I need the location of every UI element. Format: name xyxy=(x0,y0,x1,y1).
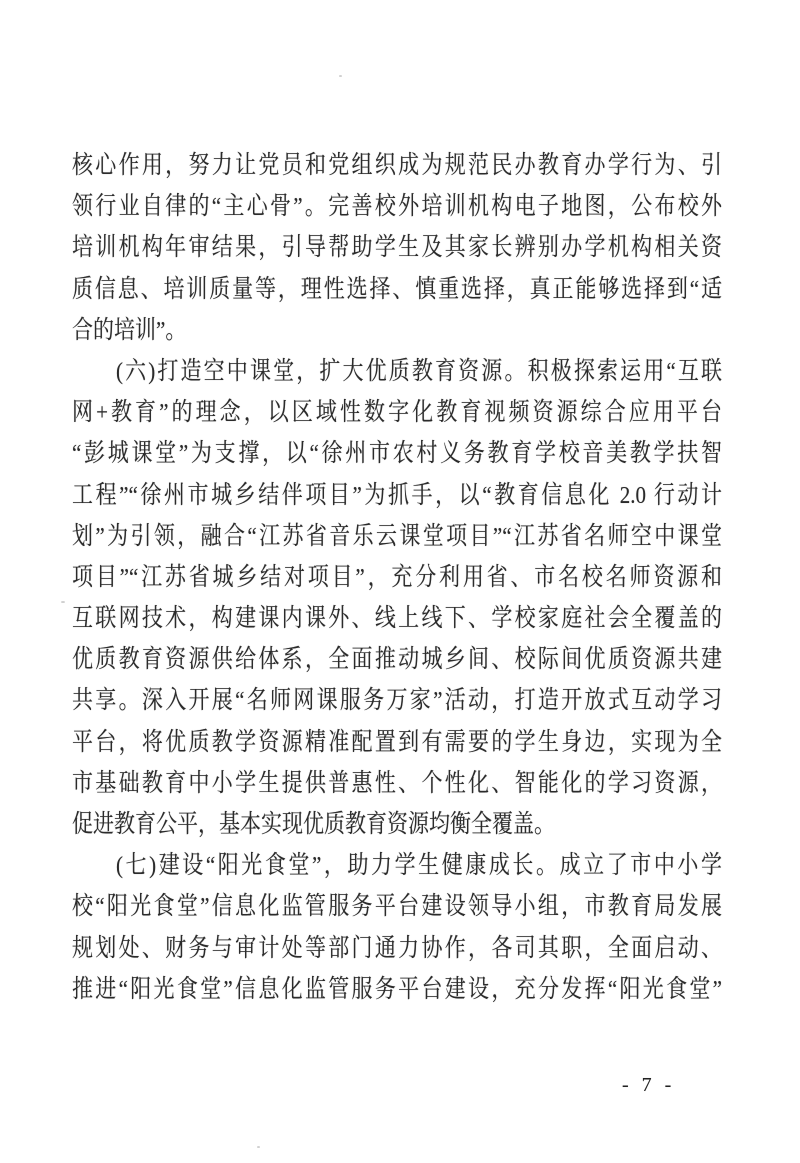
scan-speck xyxy=(339,75,342,77)
scan-speck xyxy=(257,1146,260,1148)
text-line: 共享。深入开展“名师网课服务万家”活动，打造开放式互动学习 xyxy=(72,686,722,715)
scan-speck xyxy=(61,601,65,603)
text-line: 工程”“徐州市城乡结伴项目”为抓手，以“教育信息化 2.0 行动计 xyxy=(72,480,722,509)
text-line: 优质教育资源供给体系，全面推动城乡间、校际间优质资源共建 xyxy=(72,644,722,674)
text-line: 项目”“江苏省城乡结对项目”，充分利用省、市名校名师资源和 xyxy=(72,562,722,591)
text-line: 校“阳光食堂”信息化监管服务平台建设领导小组，市教育局发展 xyxy=(72,892,722,921)
text-line-section-6: (六)打造空中课堂，扩大优质教育资源。积极探索运用“互联 xyxy=(116,356,722,385)
page-number: - 7 - xyxy=(622,1074,674,1096)
text-line: 领行业自律的“主心骨”。完善校外培训机构电子地图，公布校外 xyxy=(72,191,722,221)
text-line: 合的培训”。 xyxy=(72,315,187,344)
text-line: 划”为引领，融合“江苏省音乐云课堂项目”“江苏省名师空中课堂 xyxy=(72,521,722,550)
text-line: 规划处、财务与审计处等部门通力协作，各司其职，全面启动、 xyxy=(72,933,722,962)
text-line: “彭城课堂”为支撑，以“徐州市农村义务教育学校音美教学扶智 xyxy=(72,439,722,468)
text-line: 互联网技术，构建课内课外、线上线下、学校家庭社会全覆盖的 xyxy=(72,603,722,633)
text-line: 市基础教育中小学生提供普惠性、个性化、智能化的学习资源， xyxy=(72,768,722,797)
text-line: 核心作用，努力让党员和党组织成为规范民办教育办学行为、引 xyxy=(72,150,722,180)
text-line: 网+教育”的理念，以区域性数字化教育视频资源综合应用平台 xyxy=(72,397,722,427)
text-line: 促进教育公平，基本实现优质教育资源均衡全覆盖。 xyxy=(72,809,555,839)
text-line-section-7: (七)建设“阳光食堂”，助力学生健康成长。成立了市中小学 xyxy=(116,850,722,880)
text-line: 质信息、培训质量等，理性选择、慎重选择，真正能够选择到“适 xyxy=(72,274,722,303)
text-line: 培训机构年审结果，引导帮助学生及其家长辨别办学机构相关资 xyxy=(72,233,722,262)
text-line: 平台，将优质教学资源精准配置到有需要的学生身边，实现为全 xyxy=(72,727,722,756)
body-text xyxy=(72,145,722,1010)
text-line: 推进“阳光食堂”信息化监管服务平台建设，充分发挥“阳光食堂” xyxy=(72,974,722,1003)
